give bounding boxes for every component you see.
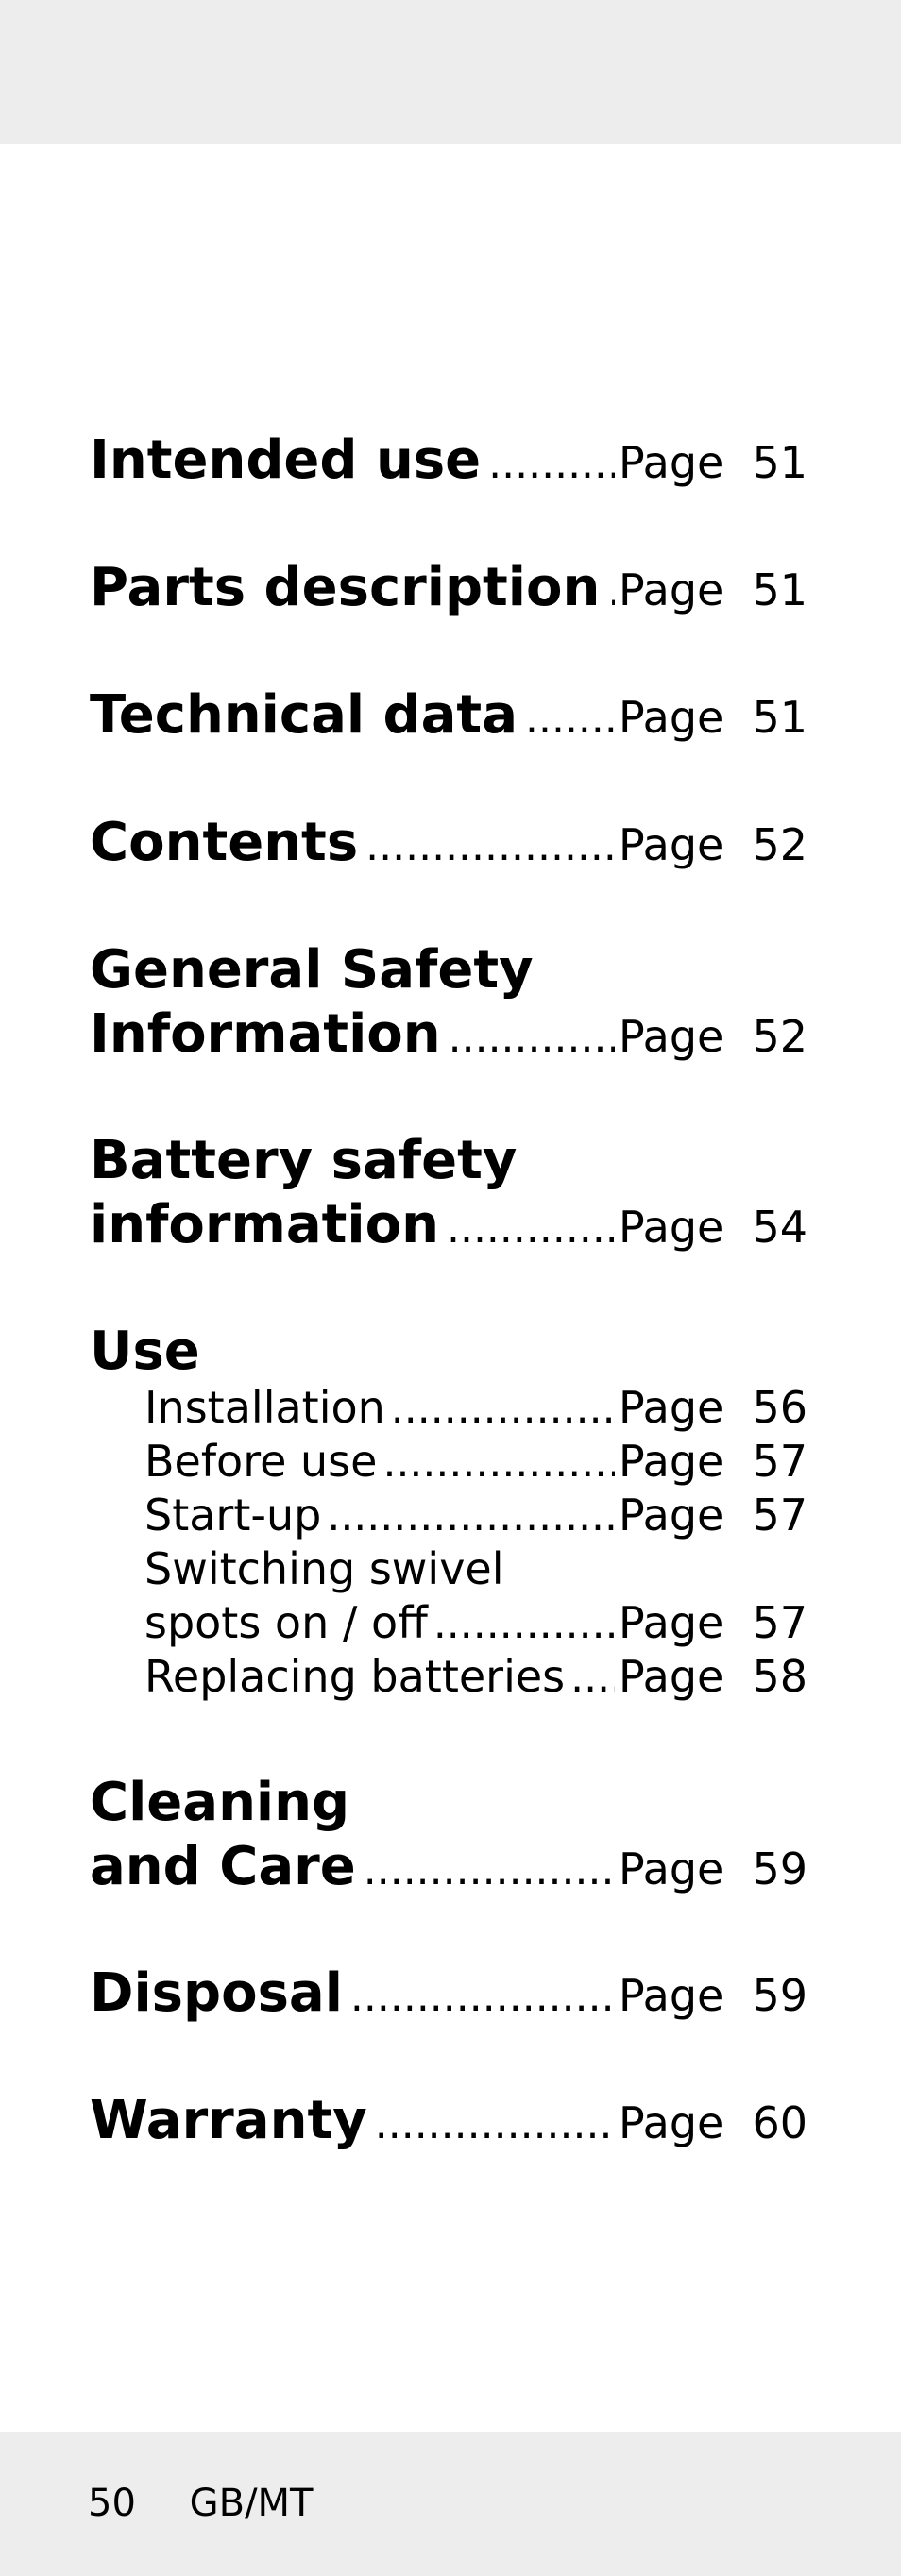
page-number: 56 [752, 1382, 808, 1433]
toc-entry-title: Intended use [90, 429, 482, 491]
page-label: Page [619, 1844, 724, 1894]
dot-leader [488, 432, 615, 497]
toc-entry-title: Disposal [90, 1962, 343, 2024]
header-band [0, 0, 901, 144]
page-label: Page [619, 1597, 724, 1648]
dot-leader [570, 1651, 615, 1705]
page-label: Page [619, 1970, 724, 2021]
page-number: 59 [752, 1844, 808, 1894]
page-label: Page [619, 1651, 724, 1702]
page-number: 57 [752, 1490, 808, 1541]
toc-entry-title-line2: and Care [90, 1836, 356, 1897]
dot-leader [434, 1597, 615, 1651]
toc-entry-parts-description[interactable] [90, 556, 808, 624]
dot-leader [375, 2093, 615, 2157]
page-label: Page [619, 564, 724, 615]
page-label: Page [619, 1382, 724, 1433]
toc-entry-technical-data[interactable] [90, 683, 808, 751]
toc-entry-intended-use[interactable] [90, 429, 808, 497]
toc-entry-title-line1: Battery safety [90, 1130, 518, 1191]
toc-subentry-title-line1: Switching swivel [144, 1543, 504, 1594]
dot-leader [364, 1839, 615, 1903]
toc-entry-title-line1: Cleaning [90, 1772, 350, 1833]
page-label: Page [619, 437, 724, 488]
toc-entry-general-safety[interactable] [90, 938, 808, 1070]
dot-leader [449, 1006, 615, 1070]
dot-leader [525, 687, 615, 751]
toc-entry-title: Contents [90, 812, 359, 873]
footer-page-number: 50 [88, 2482, 136, 2525]
toc-section-use[interactable] [90, 1320, 808, 1384]
toc-subentry-title: Replacing batteries [144, 1651, 566, 1702]
toc-entry-cleaning-and-care[interactable] [90, 1771, 808, 1903]
page-label: Page [619, 819, 724, 870]
toc-entry-title: Parts description [90, 557, 601, 618]
page-label: Page [619, 2097, 724, 2148]
toc-subentry-replacing-batteries[interactable] [144, 1650, 808, 1705]
page-number: 51 [752, 692, 808, 743]
dot-leader [447, 1197, 615, 1261]
toc-entry-title-line2: Information [90, 1003, 441, 1065]
page-number: 52 [752, 1011, 808, 1062]
page-number: 60 [752, 2097, 808, 2148]
page-number: 58 [752, 1651, 808, 1702]
page-number: 57 [752, 1597, 808, 1648]
toc-subentry-before-use[interactable] [144, 1435, 808, 1490]
page-number: 54 [752, 1202, 808, 1253]
dot-leader [327, 1490, 615, 1543]
toc-entry-warranty[interactable] [90, 2089, 808, 2157]
dot-leader [382, 1436, 615, 1490]
page-label: Page [619, 692, 724, 743]
page-label: Page [619, 1202, 724, 1253]
page-label: Page [619, 1011, 724, 1062]
toc-subentry-title: Before use [144, 1436, 378, 1487]
toc-subentry-title-line2: spots on / off [144, 1597, 428, 1648]
page-footer [88, 2481, 313, 2526]
toc-subentry-title: Installation [144, 1382, 385, 1433]
dot-leader [391, 1382, 615, 1436]
dot-leader [607, 560, 615, 624]
page-label: Page [619, 1490, 724, 1541]
dot-leader [350, 1965, 615, 2029]
toc-entry-disposal[interactable] [90, 1961, 808, 2029]
page-number: 51 [752, 437, 808, 488]
toc-entry-title: Technical data [90, 684, 518, 746]
toc-subentry-start-up[interactable] [144, 1489, 808, 1543]
toc-entry-title: Warranty [90, 2090, 367, 2151]
toc-subentry-title: Start-up [144, 1490, 322, 1541]
page-number: 51 [752, 564, 808, 615]
page-label: Page [619, 1436, 724, 1487]
toc-section-title: Use [90, 1321, 200, 1382]
toc-subentry-switching-swivel-spots[interactable] [144, 1542, 808, 1651]
toc-entry-contents[interactable] [90, 811, 808, 879]
page-number: 59 [752, 1970, 808, 2021]
page-number: 52 [752, 819, 808, 870]
dot-leader [366, 815, 615, 879]
toc-entry-title-line2: information [90, 1194, 439, 1255]
toc-entry-battery-safety[interactable] [90, 1129, 808, 1261]
toc-entry-title-line1: General Safety [90, 939, 534, 1001]
toc-subentry-installation[interactable] [144, 1381, 808, 1436]
page-number: 57 [752, 1436, 808, 1487]
footer-language-code: GB/MT [189, 2482, 314, 2525]
